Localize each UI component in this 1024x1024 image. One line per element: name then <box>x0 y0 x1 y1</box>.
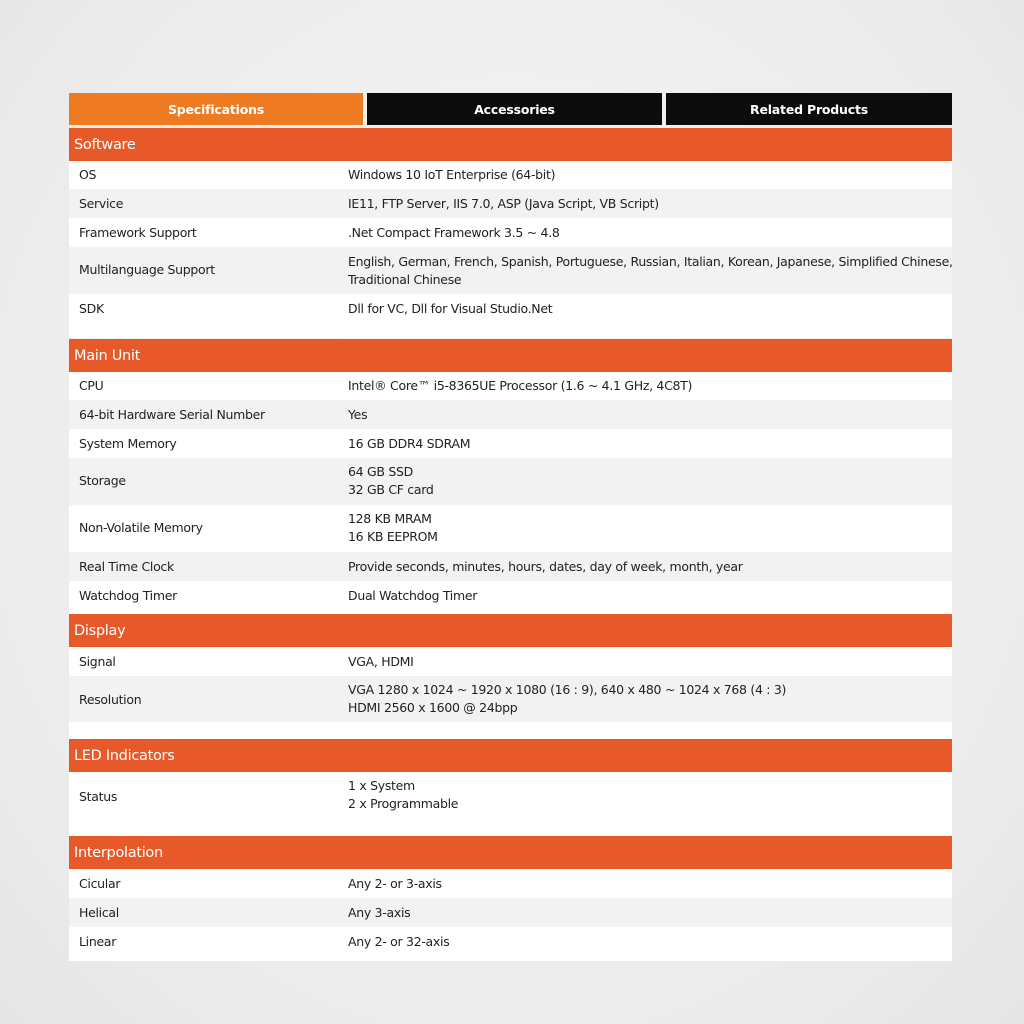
table-row <box>69 247 952 294</box>
tab-label: Accessories <box>474 101 555 117</box>
section-header-software <box>69 128 952 161</box>
spec-table-interpolation <box>69 869 952 961</box>
section-header-main-unit <box>69 339 952 372</box>
tab-accessories[interactable] <box>367 93 662 125</box>
row-label: SDK <box>79 301 104 316</box>
spec-table-main-unit <box>69 372 952 614</box>
row-value: 128 KB MRAM 16 KB EEPROM <box>348 511 438 544</box>
spec-table-display <box>69 647 952 739</box>
row-label: 64-bit Hardware Serial Number <box>79 407 265 422</box>
table-row <box>69 505 952 552</box>
row-label: Helical <box>79 905 119 920</box>
row-value: 64 GB SSD 32 GB CF card <box>348 464 434 497</box>
row-value: Windows 10 IoT Enterprise (64-bit) <box>348 167 556 182</box>
row-value: Any 2- or 32-axis <box>348 934 450 949</box>
table-row <box>69 581 952 614</box>
section-title: Interpolation <box>74 844 163 861</box>
row-value: Any 2- or 3-axis <box>348 876 442 891</box>
table-row <box>69 772 952 822</box>
row-label: Storage <box>79 473 126 488</box>
row-label: Signal <box>79 654 116 669</box>
table-row <box>69 161 952 189</box>
table-row <box>69 898 952 927</box>
row-value: 1 x System 2 x Programmable <box>348 778 459 811</box>
table-row <box>69 458 952 505</box>
table-row <box>69 400 952 429</box>
section-title: Software <box>74 136 136 153</box>
tab-related-products[interactable] <box>666 93 952 125</box>
row-label: Framework Support <box>79 225 197 240</box>
table-row <box>69 647 952 676</box>
row-value: Provide seconds, minutes, hours, dates, day of week, month, year <box>348 559 743 574</box>
row-label: OS <box>79 167 97 182</box>
row-value: Dual Watchdog Timer <box>348 588 478 603</box>
table-row <box>69 218 952 247</box>
row-label: Non-Volatile Memory <box>79 520 203 535</box>
table-row <box>69 927 952 961</box>
row-value: 16 GB DDR4 SDRAM <box>348 436 471 451</box>
spec-table-led-indicators <box>69 772 952 836</box>
table-row <box>69 429 952 458</box>
row-label: Service <box>79 196 124 211</box>
row-value: VGA 1280 x 1024 ~ 1920 x 1080 (16 : 9), 640 x 480 ~ 1024 x 768 (4 : 3) HDMI 2560 x 1600 @ 24bpp <box>348 682 787 715</box>
row-value: Yes <box>348 407 368 422</box>
section-header-interpolation <box>69 836 952 869</box>
row-value: .Net Compact Framework 3.5 ~ 4.8 <box>348 225 560 240</box>
row-value: Any 3-axis <box>348 905 411 920</box>
section-title: LED Indicators <box>74 747 175 764</box>
row-label: Real Time Clock <box>79 559 174 574</box>
row-label: Status <box>79 789 118 804</box>
tab-specifications[interactable] <box>69 93 363 125</box>
table-row <box>69 552 952 581</box>
row-value: VGA, HDMI <box>348 654 414 669</box>
table-row <box>69 189 952 218</box>
table-row <box>69 676 952 722</box>
row-label: Multilanguage Support <box>79 262 215 277</box>
section-title: Main Unit <box>74 347 141 364</box>
section-title: Display <box>74 622 126 639</box>
spec-table-software <box>69 161 952 338</box>
row-label: Resolution <box>79 692 142 707</box>
row-value: IE11, FTP Server, IIS 7.0, ASP (Java Script, VB Script) <box>348 196 659 211</box>
table-row <box>69 869 952 898</box>
row-value: Intel® Core™ i5-8365UE Processor (1.6 ~ 4.1 GHz, 4C8T) <box>348 378 693 393</box>
row-label: Watchdog Timer <box>79 588 177 603</box>
tab-label: Related Products <box>750 101 868 117</box>
tab-label: Specifications <box>167 101 265 117</box>
row-label: CPU <box>79 378 104 393</box>
section-header-display <box>69 614 952 647</box>
row-label: Cicular <box>79 876 121 891</box>
table-row <box>69 372 952 400</box>
section-header-led-indicators <box>69 739 952 772</box>
row-label: System Memory <box>79 436 177 451</box>
row-value: English, German, French, Spanish, Portuguese, Russian, Italian, Korean, Japanese, Simplified Chinese, Traditional Chinese <box>348 254 953 287</box>
row-value: Dll for VC, Dll for Visual Studio.Net <box>348 301 553 316</box>
table-row <box>69 294 952 324</box>
row-label: Linear <box>79 934 117 949</box>
